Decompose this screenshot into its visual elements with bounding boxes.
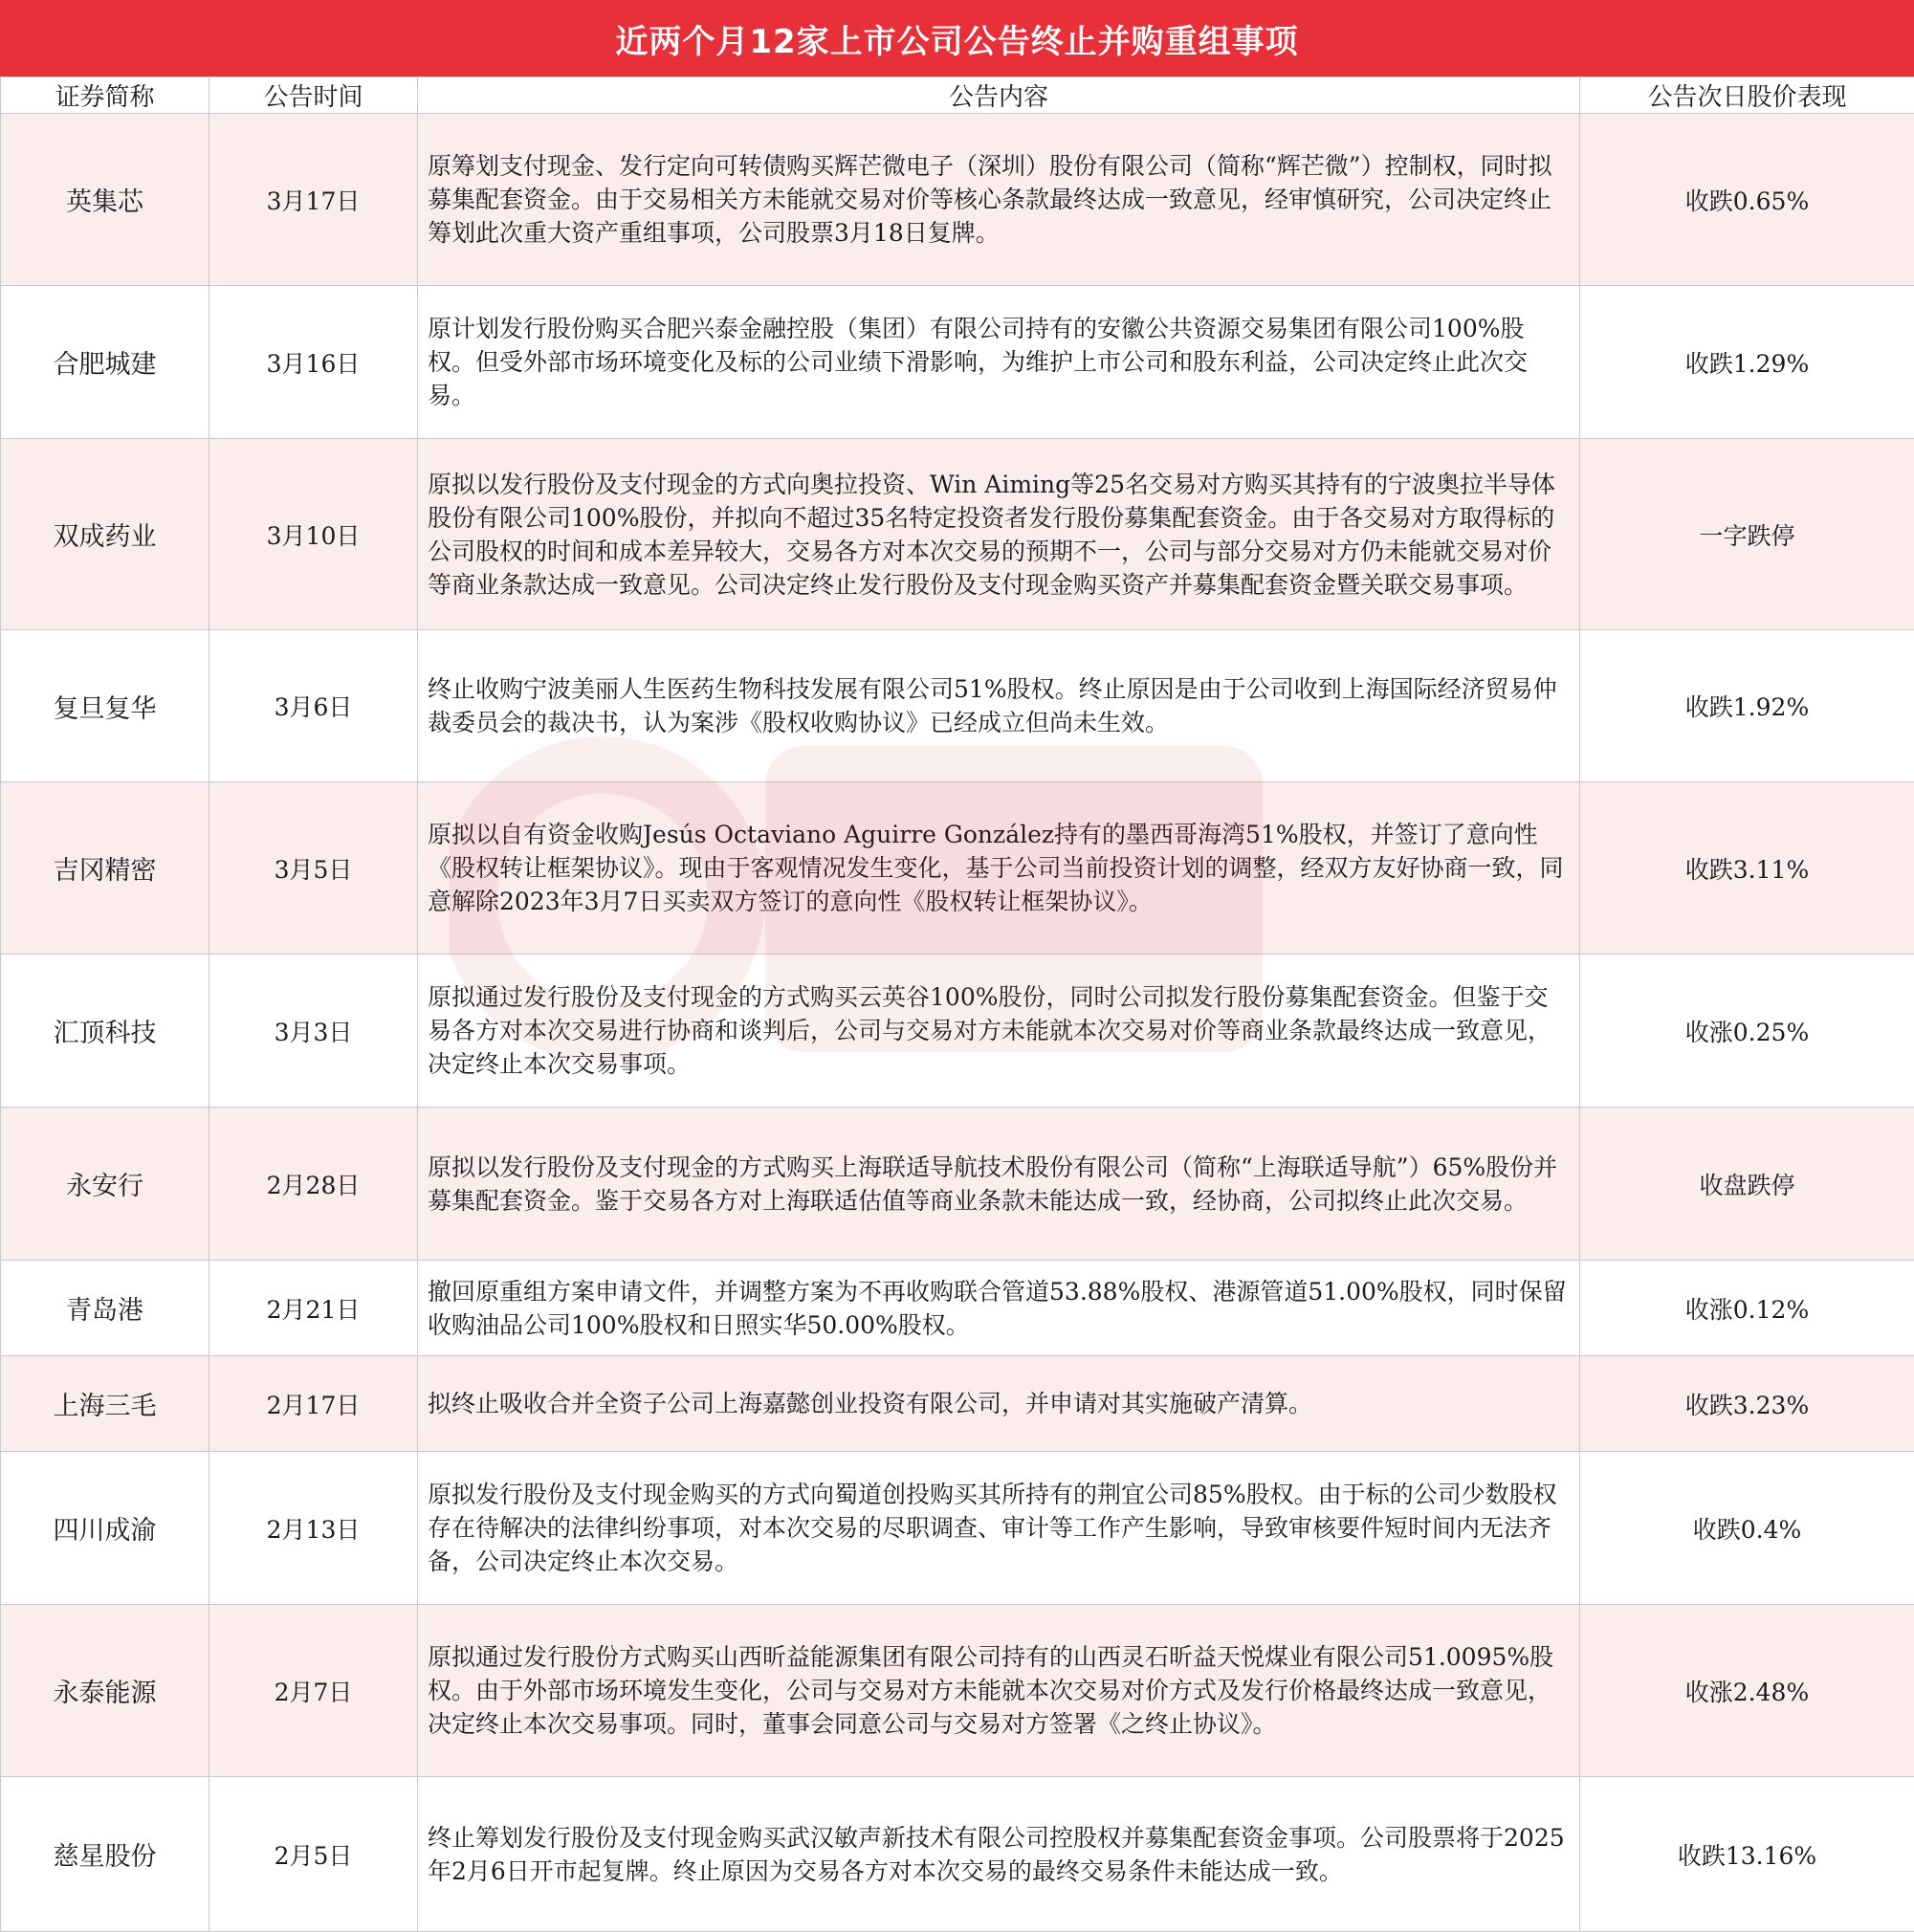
table-row: [1, 782, 1914, 955]
price-performance: 收涨0.25%: [1580, 955, 1914, 1108]
table-row: [1, 1356, 1914, 1452]
announce-date: 2月5日: [209, 1777, 418, 1932]
stock-name: 永安行: [1, 1108, 209, 1261]
table-row: [1, 1108, 1914, 1261]
announce-date: 2月13日: [209, 1452, 418, 1605]
announce-date: 3月16日: [209, 286, 418, 439]
announce-content: 终止收购宁波美丽人生医药生物科技发展有限公司51%股权。终止原因是由于公司收到上海国际经济贸易仲裁委员会的裁决书，认为案涉《股权收购协议》已经成立但尚未生效。: [418, 630, 1580, 782]
table-row: [1, 439, 1914, 630]
table-row: [1, 1452, 1914, 1605]
announce-content: 原拟以发行股份及支付现金的方式向奥拉投资、Win Aiming等25名交易对方购买其持有的宁波奥拉半导体股份有限公司100%股份，并拟向不超过35名特定投资者发行股份募集配套资金。由于各交易对方取得标的公司股权的时间和成本差异较大，交易各方对本次交易的预期不一，公司与部分交易对方仍未能就交易对价等商业条款达成一致意见。公司决定终止发行股份及支付现金购买资产并募集配套资金暨关联交易事项。: [418, 439, 1580, 630]
table-row: [1, 1777, 1914, 1932]
announce-date: 3月6日: [209, 630, 418, 782]
announce-date: 3月17日: [209, 114, 418, 286]
announce-date: 3月3日: [209, 955, 418, 1108]
price-performance: 收跌0.65%: [1580, 114, 1914, 286]
announce-content: 终止筹划发行股份及支付现金购买武汉敏声新技术有限公司控股权并募集配套资金事项。公司股票将于2025年2月6日开市起复牌。终止原因为交易各方对本次交易的最终交易条件未能达成一致。: [418, 1777, 1580, 1932]
price-performance: 收跌3.23%: [1580, 1356, 1914, 1452]
announce-date: 3月10日: [209, 439, 418, 630]
table-title: 近两个月12家上市公司公告终止并购重组事项: [0, 0, 1914, 77]
announce-content: 原拟以发行股份及支付现金的方式购买上海联适导航技术股份有限公司（简称“上海联适导航”）65%股份并募集配套资金。鉴于交易各方对上海联适估值等商业条款未能达成一致，经协商，公司拟终止此次交易。: [418, 1108, 1580, 1261]
price-performance: 收跌1.92%: [1580, 630, 1914, 782]
header-date: 公告时间: [209, 77, 418, 114]
announce-content: 原拟发行股份及支付现金购买的方式向蜀道创投购买其所持有的荆宜公司85%股权。由于标的公司少数股权存在待解决的法律纠纷事项，对本次交易的尽职调查、审计等工作产生影响，导致审核要件短时间内无法齐备，公司决定终止本次交易。: [418, 1452, 1580, 1605]
price-performance: 收涨2.48%: [1580, 1605, 1914, 1777]
stock-name: 上海三毛: [1, 1356, 209, 1452]
announce-content: 原计划发行股份购买合肥兴泰金融控股（集团）有限公司持有的安徽公共资源交易集团有限公司100%股权。但受外部市场环境变化及标的公司业绩下滑影响，为维护上市公司和股东利益，公司决定终止此次交易。: [418, 286, 1580, 439]
header-stock-name: 证券简称: [1, 77, 209, 114]
price-performance: 一字跌停: [1580, 439, 1914, 630]
announce-content: 拟终止吸收合并全资子公司上海嘉懿创业投资有限公司，并申请对其实施破产清算。: [418, 1356, 1580, 1452]
price-performance: 收跌13.16%: [1580, 1777, 1914, 1932]
announce-date: 2月28日: [209, 1108, 418, 1261]
header-next-day-performance: 公告次日股价表现: [1580, 77, 1914, 114]
announce-content: 原拟以自有资金收购Jesús Octaviano Aguirre González持有的墨西哥海湾51%股权，并签订了意向性《股权转让框架协议》。现由于客观情况发生变化，基于公司当前投资计划的调整，经双方友好协商一致，同意解除2023年3月7日买卖双方签订的意向性《股权转让框架协议》。: [418, 782, 1580, 955]
header-row: [1, 77, 1914, 114]
announcement-table: [0, 77, 1914, 1932]
price-performance: 收跌1.29%: [1580, 286, 1914, 439]
announce-content: 原筹划支付现金、发行定向可转债购买辉芒微电子（深圳）股份有限公司（简称“辉芒微”）控制权，同时拟募集配套资金。由于交易相关方未能就交易对价等核心条款最终达成一致意见，经审慎研究，公司决定终止筹划此次重大资产重组事项，公司股票3月18日复牌。: [418, 114, 1580, 286]
table-row: [1, 1605, 1914, 1777]
announce-date: 2月21日: [209, 1261, 418, 1356]
stock-name: 复旦复华: [1, 630, 209, 782]
announce-content: 撤回原重组方案申请文件，并调整方案为不再收购联合管道53.88%股权、港源管道51.00%股权，同时保留收购油品公司100%股权和日照实华50.00%股权。: [418, 1261, 1580, 1356]
price-performance: 收盘跌停: [1580, 1108, 1914, 1261]
price-performance: 收跌3.11%: [1580, 782, 1914, 955]
stock-name: 慈星股份: [1, 1777, 209, 1932]
stock-name: 英集芯: [1, 114, 209, 286]
announce-content: 原拟通过发行股份方式购买山西昕益能源集团有限公司持有的山西灵石昕益天悦煤业有限公司51.0095%股权。由于外部市场环境发生变化，公司与交易对方未能就本次交易对价方式及发行价格最终达成一致意见，决定终止本次交易事项。同时，董事会同意公司与交易对方签署《之终止协议》。: [418, 1605, 1580, 1777]
stock-name: 青岛港: [1, 1261, 209, 1356]
price-performance: 收涨0.12%: [1580, 1261, 1914, 1356]
price-performance: 收跌0.4%: [1580, 1452, 1914, 1605]
table-row: [1, 630, 1914, 782]
stock-name: 永泰能源: [1, 1605, 209, 1777]
announce-content: 原拟通过发行股份及支付现金的方式购买云英谷100%股份，同时公司拟发行股份募集配套资金。但鉴于交易各方对本次交易进行协商和谈判后，公司与交易对方未能就本次交易对价等商业条款最终达成一致意见，决定终止本次交易事项。: [418, 955, 1580, 1108]
table-row: [1, 286, 1914, 439]
stock-name: 合肥城建: [1, 286, 209, 439]
announce-date: 3月5日: [209, 782, 418, 955]
stock-name: 四川成渝: [1, 1452, 209, 1605]
stock-name: 汇顶科技: [1, 955, 209, 1108]
stock-name: 吉冈精密: [1, 782, 209, 955]
header-content: 公告内容: [418, 77, 1580, 114]
table-row: [1, 114, 1914, 286]
stock-name: 双成药业: [1, 439, 209, 630]
announce-date: 2月17日: [209, 1356, 418, 1452]
table-row: [1, 1261, 1914, 1356]
announce-date: 2月7日: [209, 1605, 418, 1777]
table-row: [1, 955, 1914, 1108]
